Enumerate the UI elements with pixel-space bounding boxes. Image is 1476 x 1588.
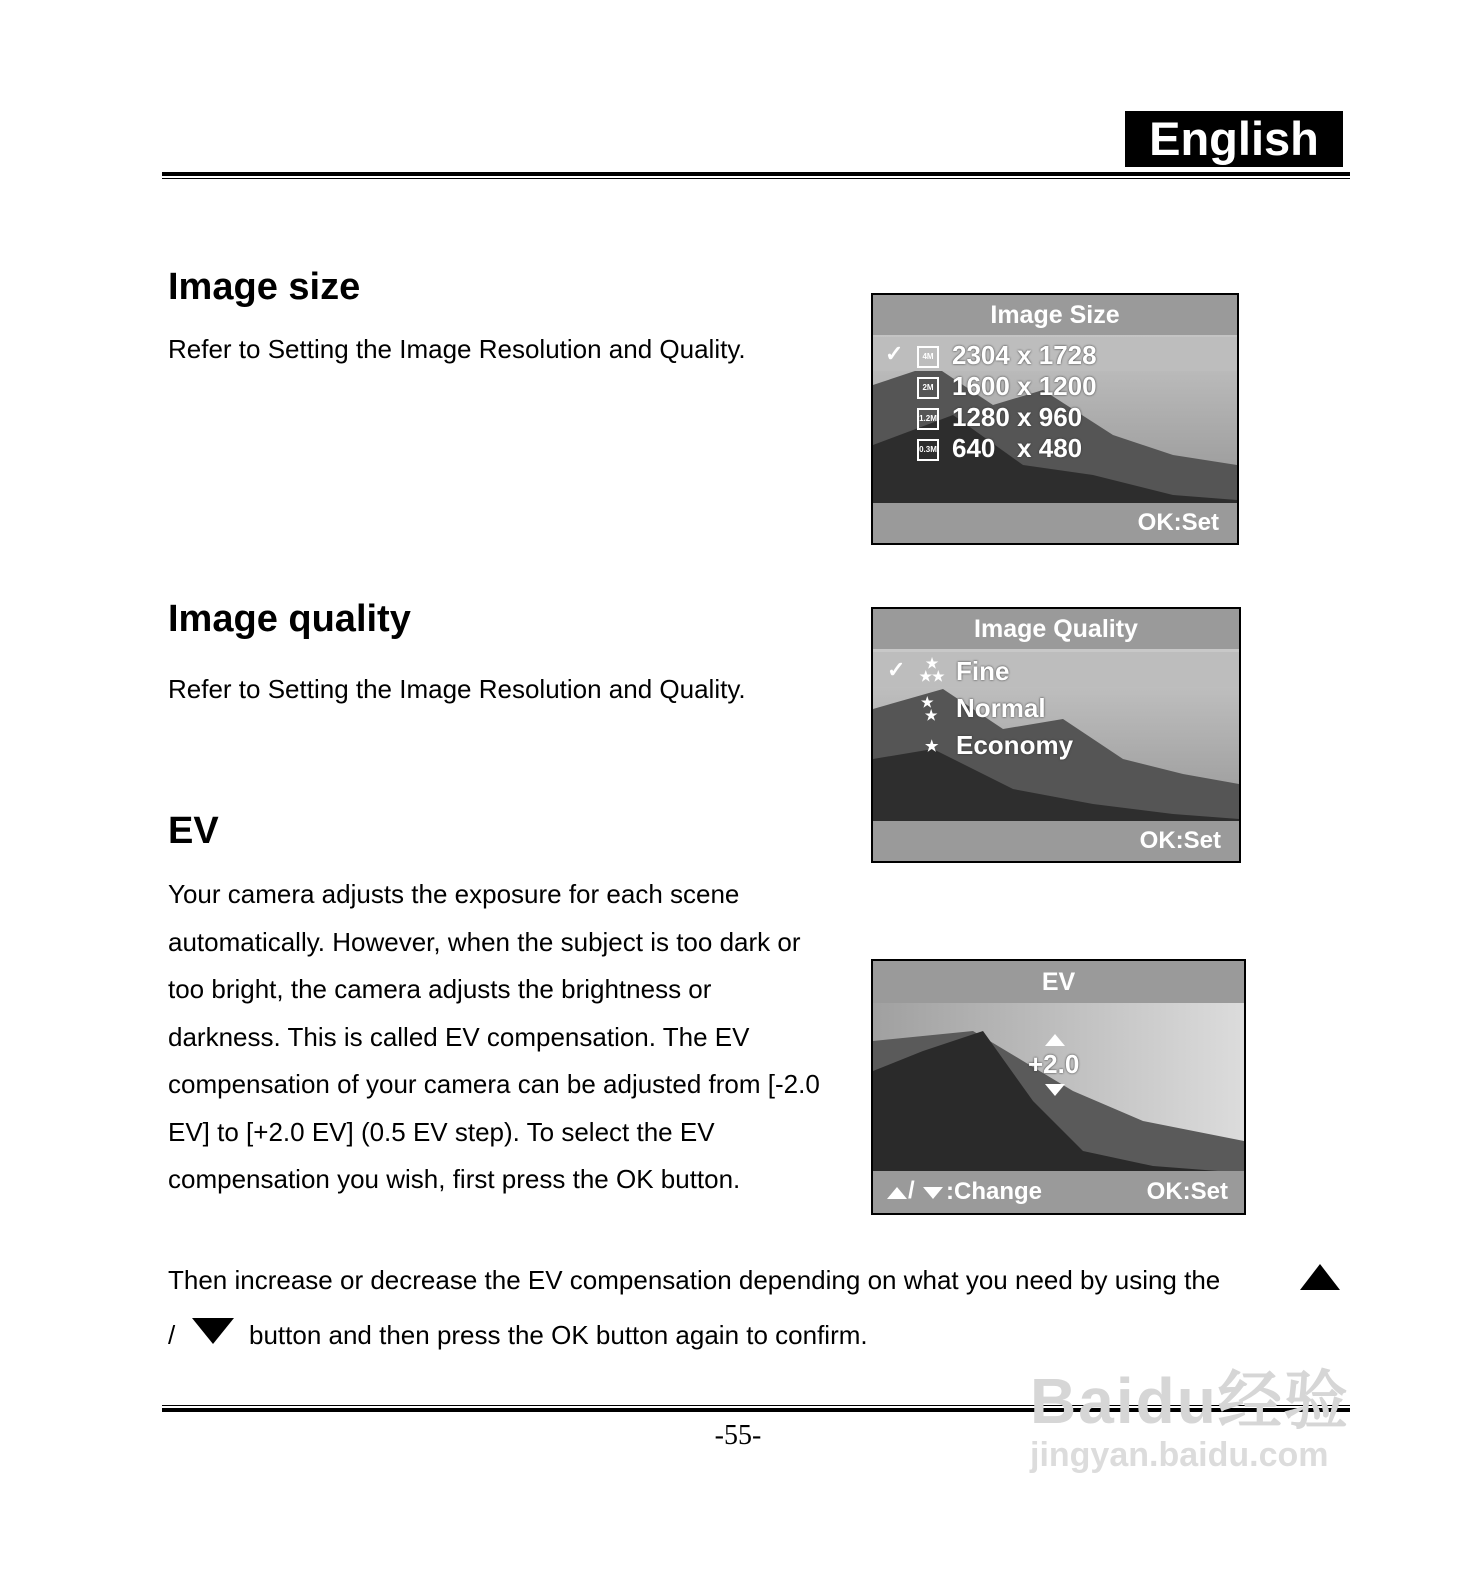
ev-followup-part1: Then increase or decrease the EV compensation depending on what you need by using the [168, 1265, 1221, 1295]
watermark-main: Baidu经验 [1030, 1365, 1350, 1437]
header-rule-thin [162, 178, 1350, 179]
down-triangle-icon [190, 1316, 236, 1346]
image-size-title: Image Size [873, 295, 1237, 335]
size-2m-icon: 2M [917, 377, 939, 399]
ev-followup-part2: button and then press the OK button again to confirm. [249, 1320, 868, 1350]
ok-set-label: OK:Set [873, 821, 1239, 861]
option-1600[interactable]: 1600 x 1200 [952, 371, 1097, 401]
image-quality-body: Refer to Setting the Image Resolution and Quality. [168, 674, 746, 704]
three-stars-icon: ★ ★★ [919, 655, 945, 684]
ev-followup-line1 [168, 1257, 1288, 1305]
option-economy[interactable]: Economy [956, 730, 1074, 760]
ev-title: EV [873, 961, 1244, 1003]
ev-screen [871, 959, 1246, 1215]
ev-value: +2.0 [1028, 1049, 1080, 1079]
ev-up-arrow-icon[interactable] [1044, 1033, 1066, 1047]
header-rule [162, 172, 1350, 176]
change-label: :Change [946, 1178, 1042, 1205]
language-badge: English [1125, 111, 1343, 167]
option-1280[interactable]: 1280 x 960 [952, 402, 1083, 432]
ev-down-arrow-icon[interactable] [1044, 1083, 1066, 1097]
slash-separator: / [908, 1177, 915, 1204]
image-quality-title: Image Quality [873, 609, 1239, 649]
check-icon: ✓ [885, 341, 904, 366]
option-2304[interactable]: 2304 x 1728 [952, 340, 1097, 370]
ev-body: Your camera adjusts the exposure for each scene automatically. However, when the subject is too dark or too bright, the camera adjusts the brightness or darkness. This is called EV compensation. The EV compensation of your camera can be adjusted from [-2.0 EV] to [+2.0 EV] (0.5 EV step). To select the EV compensation you wish, first press the OK button. [168, 879, 820, 1194]
ev-footer-bar [873, 1171, 1244, 1213]
image-size-heading: Image size [168, 266, 361, 308]
watermark-sub: jingyan.baidu.com [1030, 1436, 1329, 1474]
size-4m-icon: 4M [917, 346, 939, 368]
size-1-2m-icon: 1.2M [917, 408, 939, 430]
ok-set-label: OK:Set [1146, 1178, 1228, 1205]
option-fine[interactable]: Fine [956, 656, 1010, 686]
one-star-icon: ★ [925, 738, 939, 755]
option-normal[interactable]: Normal [956, 693, 1046, 723]
image-size-screen [871, 293, 1239, 545]
ok-set-label: OK:Set [873, 503, 1237, 543]
down-arrow-icon [921, 1185, 945, 1201]
up-triangle-icon [1298, 1262, 1342, 1292]
size-0-3m-icon: 0.3M [917, 439, 939, 461]
up-arrow-icon [885, 1185, 909, 1201]
image-size-body: Refer to Setting the Image Resolution and Quality. [168, 334, 746, 364]
ev-followup-slash: / [168, 1320, 176, 1350]
two-stars-icon: ★ ★ [921, 694, 938, 723]
image-quality-heading: Image quality [168, 598, 411, 640]
check-icon: ✓ [887, 657, 906, 682]
page-number: -55- [714, 1420, 762, 1451]
ev-heading: EV [168, 810, 219, 852]
image-quality-screen [871, 607, 1241, 863]
baidu-watermark [1030, 1350, 1350, 1475]
option-640[interactable]: 640 x 480 [952, 433, 1083, 463]
